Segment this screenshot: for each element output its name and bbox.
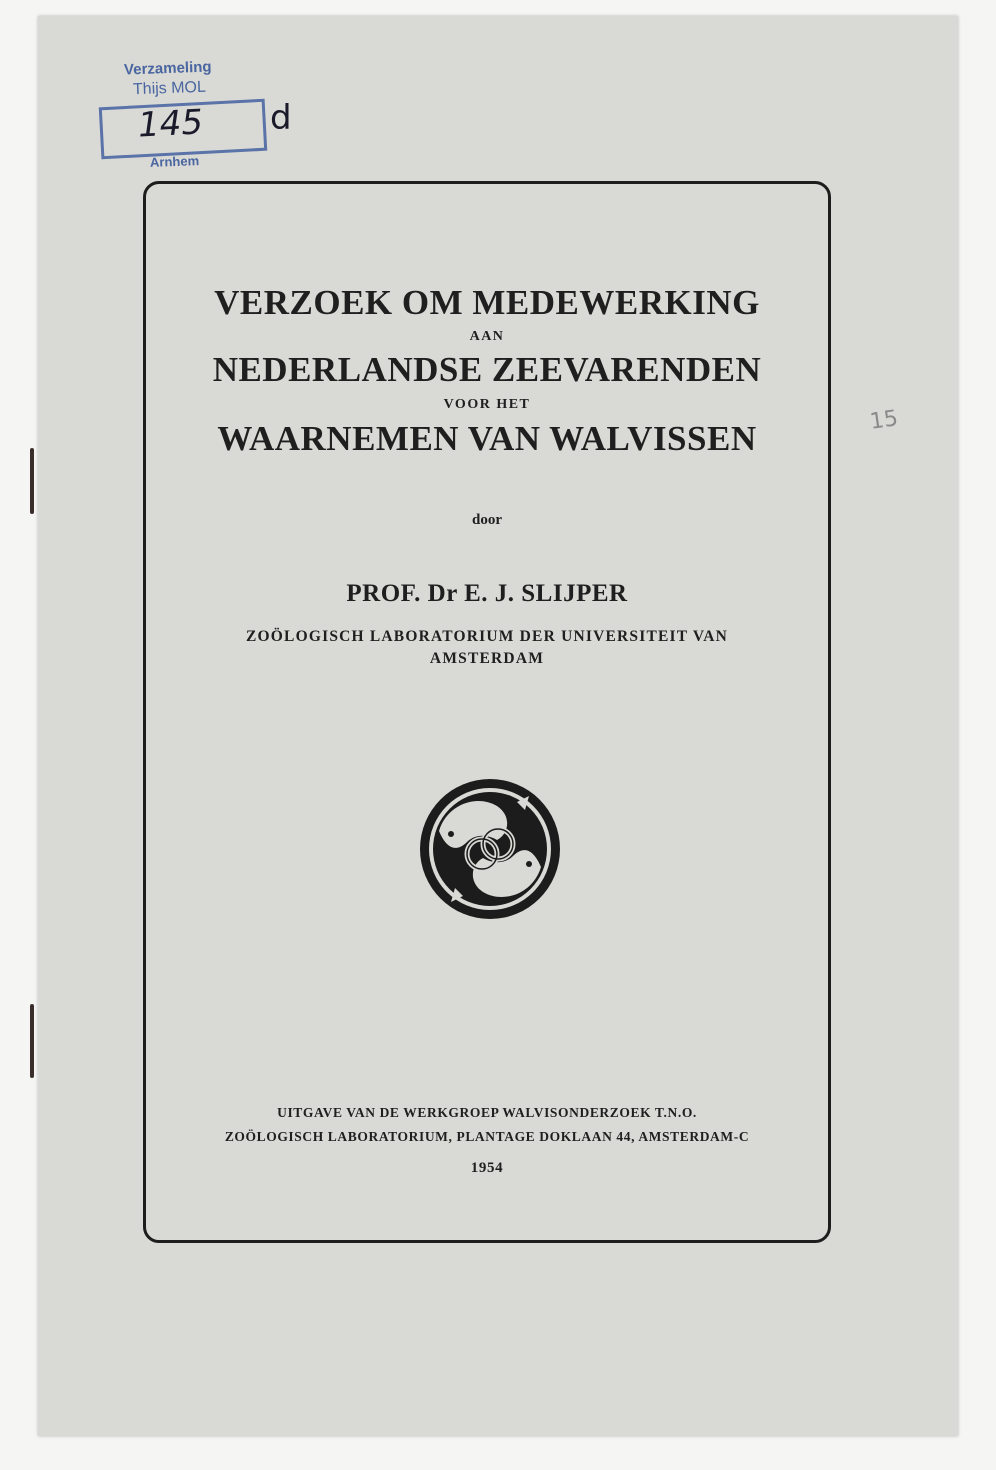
pencil-mark: 15 <box>868 406 900 435</box>
stamp-number: 145 <box>136 102 204 146</box>
whale-emblem-icon <box>417 776 563 922</box>
affiliation-line1: ZOÖLOGISCH LABORATORIUM DER UNIVERSITEIT VAN <box>245 628 729 645</box>
by-label: door <box>472 512 502 528</box>
stamp-line2: Thijs MOL <box>132 78 207 99</box>
staple-bottom <box>30 1004 34 1078</box>
title-line1: VERZOEK OM MEDEWERKING <box>214 283 760 322</box>
staple-top <box>30 448 34 514</box>
stamp-line1: Verzameling <box>123 58 212 79</box>
stamp-city: Arnhem <box>149 153 200 170</box>
author-name: PROF. Dr E. J. SLIJPER <box>346 580 628 607</box>
title-connector2: VOOR HET <box>443 397 531 412</box>
affiliation-line2: AMSTERDAM <box>429 650 545 667</box>
publisher-line1: UITGAVE VAN DE WERKGROEP WALVISONDERZOEK T.N.O. <box>277 1105 697 1120</box>
title-line2: NEDERLANDSE ZEEVARENDEN <box>212 350 762 389</box>
title-connector1: AAN <box>469 329 505 344</box>
publisher-line2: ZOÖLOGISCH LABORATORIUM, PLANTAGE DOKLAAN 44, AMSTERDAM-C <box>224 1129 750 1144</box>
publication-year: 1954 <box>470 1160 504 1176</box>
title-line3: WAARNEMEN VAN WALVISSEN <box>217 419 757 458</box>
stamp-suffix: d <box>270 98 292 138</box>
